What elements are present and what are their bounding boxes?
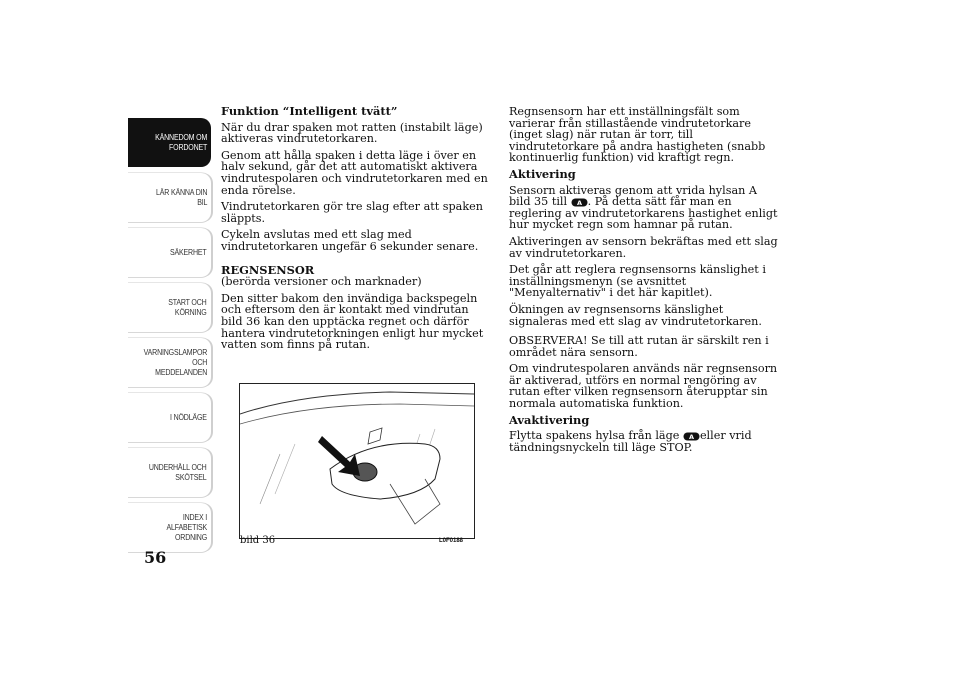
left-column: [221, 106, 489, 356]
tab-label: I NÖDLÄGE: [170, 412, 207, 422]
paragraph: Aktiveringen av sensorn bekräftas med ett slag av vindrutetorkaren.: [509, 234, 778, 260]
paragraph: Cykeln avslutas med ett slag med vindrutetorkaren ungefär 6 sekunder senare.: [221, 228, 479, 253]
tab-label: KÄNNEDOM OM FORDONET: [154, 132, 207, 152]
page-number: 56: [144, 548, 167, 567]
tab-label: START OCH KÖRNING: [168, 297, 207, 317]
section-heading: Funktion “Intelligent tvätt”: [221, 104, 398, 118]
chapter-index: [128, 118, 211, 558]
tab-label: VARNINGSLAMPOR OCH MEDDELANDEN: [143, 347, 207, 377]
paragraph: [509, 430, 781, 453]
section-heading: Avaktivering: [509, 412, 590, 427]
svg-text:A: A: [688, 432, 694, 441]
right-column: [509, 106, 781, 458]
figure-code: L0F0188: [439, 538, 464, 544]
text-part: eller vrid tändningsnyckeln till läge STOP.: [509, 429, 752, 454]
tab-label: LÄR KÄNNA DIN BIL: [155, 187, 207, 207]
text-part: . På detta sätt får man en reglering av vindrutetorkarens hastighet enligt hur mycket regn som hamnar på rutan.: [509, 195, 778, 232]
section-heading: Aktivering: [509, 166, 576, 181]
paragraph: [509, 185, 781, 231]
figure-rain-sensor: [239, 383, 475, 539]
paragraph: När du drar spaken mot ratten (instabilt läge) aktiveras vindrutetorkaren.: [221, 120, 483, 146]
tab-start-och-korning[interactable]: [128, 283, 211, 332]
paragraph: Genom att hålla spaken i detta läge i över en halv sekund, går det att automatiskt aktivera vindrutespolaren och vindrutetorkaren med en enda rörelse.: [221, 148, 488, 197]
tab-sakerhet[interactable]: [128, 228, 211, 277]
paragraph: Det går att reglera regnsensorns känslighet i inställningsmenyn (se avsnittet "Menyalternativ" i det här kapitlet).: [509, 263, 766, 300]
text-part: Flytta spakens hylsa från läge: [509, 429, 680, 443]
paragraph: Ökningen av regnsensorns känslighet signaleras med ett slag av vindrutetorkaren.: [509, 302, 762, 328]
figure-caption: bild 36: [240, 535, 276, 546]
auto-wiper-icon: [571, 198, 588, 207]
tab-label: UNDERHÅLL OCH SKÖTSEL: [149, 462, 207, 482]
paragraph: Om vindrutespolaren används när regnsensorn är aktiverad, utförs en normal rengöring av rutan efter vilken regnsensorn återupptar sin normala automatiska funktion.: [509, 362, 778, 411]
paragraph: OBSERVERA! Se till att rutan är särskilt ren i området nära sensorn.: [509, 334, 769, 359]
tab-varningslampor[interactable]: [128, 338, 211, 387]
tab-index[interactable]: [128, 503, 211, 552]
text-part: Sensorn aktiveras genom att vrida hylsan A bild 35 till: [509, 183, 757, 209]
tab-label: INDEX I ALFABETISK ORDNING: [166, 512, 207, 542]
tab-lar-kanna-din-bil[interactable]: [128, 173, 211, 222]
section-subheading: (berörda versioner och marknader): [221, 275, 422, 289]
section-heading: REGNSENSOR: [221, 262, 315, 277]
tab-i-nodlage[interactable]: [128, 393, 211, 442]
tab-label: SÄKERHET: [170, 247, 207, 257]
auto-wiper-icon: [683, 432, 700, 441]
tab-kannedom-om-fordonet[interactable]: [128, 118, 211, 167]
rain-sensor-illustration: [240, 384, 474, 538]
paragraph: Regnsensorn har ett inställningsfält som varierar från stillastående vindrutetorkare (inget slag) när rutan är torr, till vindrutetorkare på andra hastigheten (snabb kontinuerlig funktion) vid kraftigt regn.: [509, 105, 766, 165]
paragraph: Den sitter bakom den invändiga backspegeln och eftersom den är kontakt med vindrutan bild 36 kan den upptäcka regnet och därför hantera vindrutetorkningen enligt hur mycket vatten som finns på rutan.: [221, 291, 484, 352]
svg-text:A: A: [576, 198, 582, 207]
paragraph: Vindrutetorkaren gör tre slag efter att spaken släppts.: [221, 200, 483, 225]
tab-underhall-och-skotsel[interactable]: [128, 448, 211, 497]
